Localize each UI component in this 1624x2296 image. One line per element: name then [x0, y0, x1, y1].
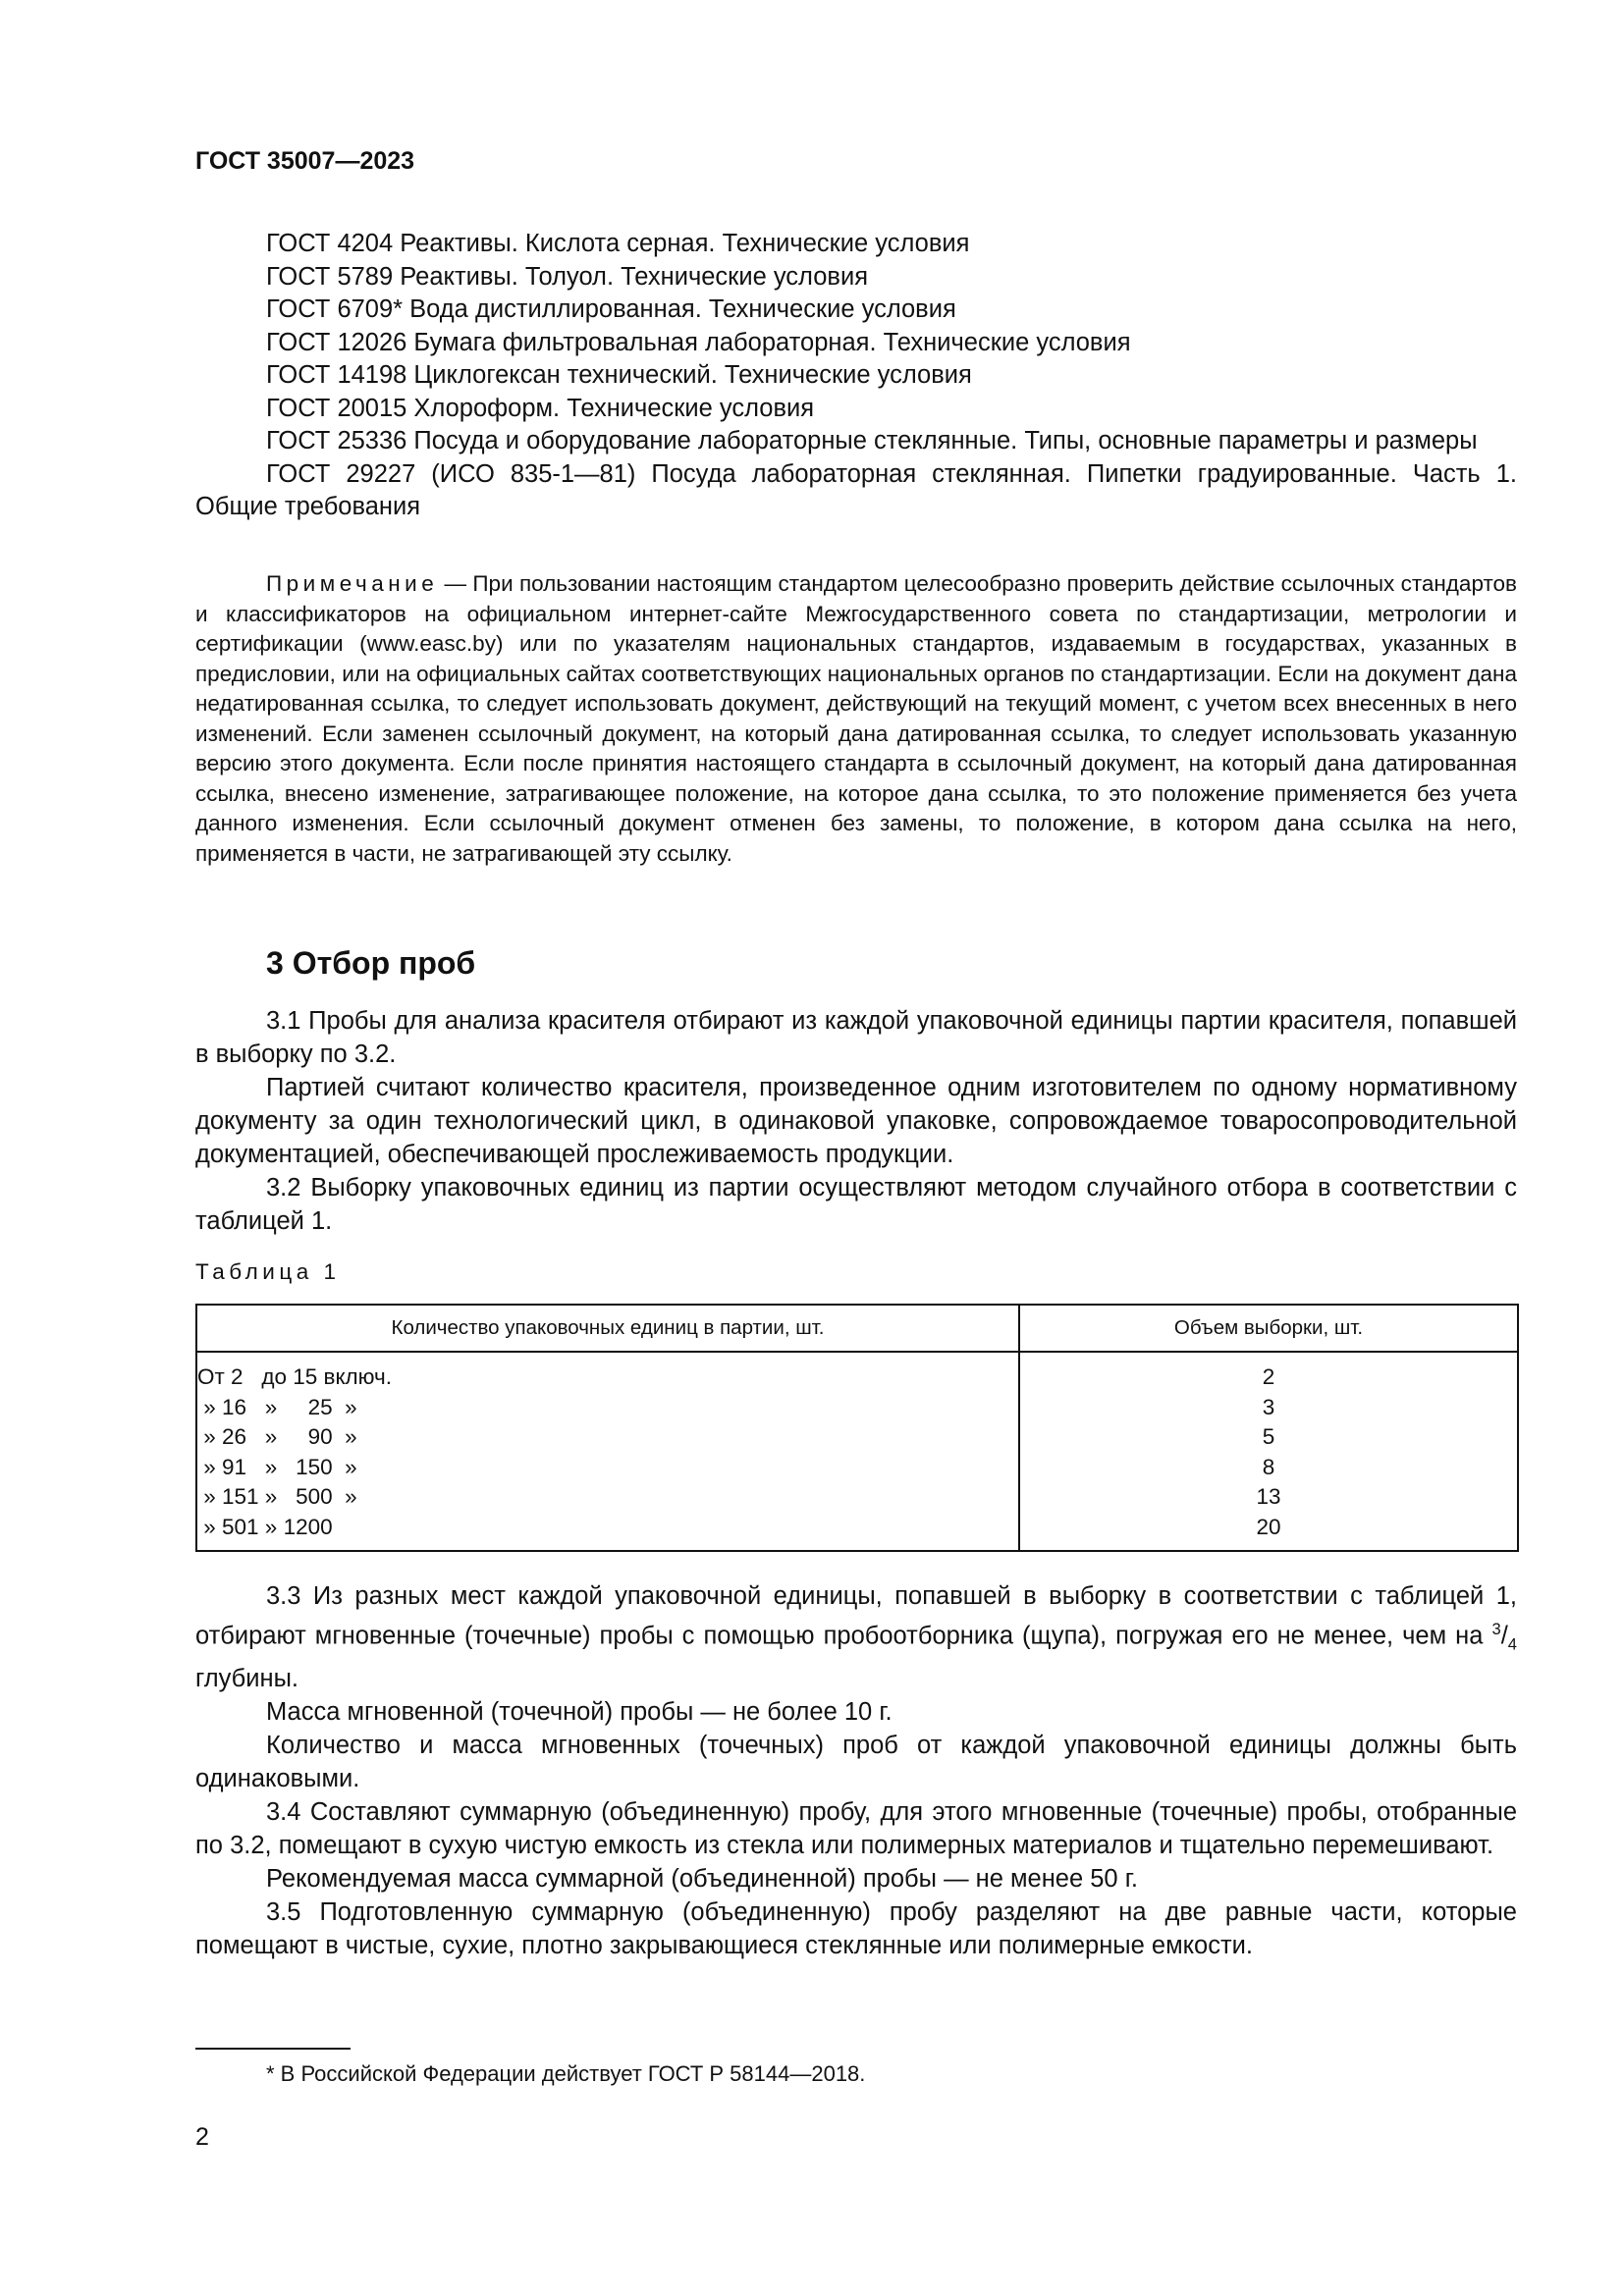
sample-size-value: 13: [1256, 1484, 1281, 1509]
paragraph: 3.1 Пробы для анализа красителя отбирают из каждой упаковочной единицы партии красителя, попавшей в выборку по 3.2.: [195, 1007, 1517, 1068]
reference-item: ГОСТ 5789 Реактивы. Толуол. Технические условия: [266, 262, 868, 291]
fraction-denominator: 4: [1507, 1634, 1517, 1654]
sample-size-cell: [1019, 1352, 1518, 1551]
note-label: Примечание: [266, 571, 439, 596]
reference-item: ГОСТ 12026 Бумага фильтровальная лабораторная. Технические условия: [266, 328, 1131, 356]
paragraph: Количество и масса мгновенных (точечных) проб от каждой упаковочной единицы должны быть одинаковыми.: [195, 1731, 1517, 1792]
paragraph-text: 3.3 Из разных мест каждой упаковочной единицы, попавшей в выборку в соответствии с таблицей 1, отбирают мгновенные (точечные) пробы с помощью пробоотборника (щупа), погружая его не менее, чем на: [195, 1582, 1517, 1650]
paragraph-text: глубины.: [195, 1664, 299, 1692]
reference-item: ГОСТ 4204 Реактивы. Кислота серная. Технические условия: [266, 230, 970, 257]
table-row: [196, 1352, 1518, 1551]
table-header-cell-sample-size: Объем выборки, шт.: [1019, 1305, 1518, 1352]
sample-size-value: 8: [1262, 1454, 1275, 1479]
sample-size-value: 3: [1262, 1394, 1275, 1419]
sample-size-value: 20: [1256, 1514, 1281, 1539]
paragraph: 3.2 Выборку упаковочных единиц из партии осуществляют методом случайного отбора в соответствии с таблицей 1.: [195, 1174, 1517, 1235]
paragraph: Партией считают количество красителя, произведенное одним изготовителем по одному нормативному документу за один технологический цикл, в одинаковой упаковке, сопровождаемое товаросопроводительной документацией, обеспечивающей прослеживаемость продукции.: [195, 1074, 1517, 1168]
lot-range: » 26 » 90 »: [197, 1424, 357, 1449]
sample-size-value: 5: [1262, 1424, 1275, 1449]
note-text: — При пользовании настоящим стандартом целесообразно проверить действие ссылочных стандартов и классификаторов на официальном интернет-сайте Межгосударственного совета по стандартизации, метрологии и сертификации (www.easc.by) или по указателям национальных стандартов, издаваемым в государствах, указанных в предисловии, или на официальных сайтах соответствующих национальных органов по стандартизации. Если на документ дана недатированная ссылка, то следует использовать документ, действующий на текущий момент, с учетом всех внесенных в него изменений. Если заменен ссылочный документ, на который дана датированная ссылка, то следует использовать указанную версию этого документа. Если после принятия настоящего стандарта в ссылочный документ, на который дана датированная ссылка, внесено изменение, затрагивающее положение, на которое дана ссылка, то это положение применяется без учета данного изменения. Если ссылочный документ отменен без замены, то положение, в котором дана ссылка на него, применяется в части, не затрагивающей эту ссылку.: [195, 571, 1517, 866]
sample-size-table: [195, 1304, 1519, 1552]
table-header-row: [196, 1305, 1518, 1352]
page-number: 2: [195, 2123, 209, 2151]
reference-item: ГОСТ 6709* Вода дистиллированная. Технические условия: [266, 295, 956, 323]
lot-range: » 16 » 25 »: [197, 1394, 357, 1419]
fraction-separator: /: [1500, 1622, 1508, 1650]
reference-item: ГОСТ 25336 Посуда и оборудование лабораторные стеклянные. Типы, основные параметры и размеры: [266, 427, 1478, 454]
lot-range: » 151 » 500 »: [197, 1484, 357, 1509]
section-title: 3 Отбор проб: [266, 945, 476, 981]
table-caption: Таблица 1: [195, 1259, 341, 1284]
lot-range: От 2 до 15 включ.: [197, 1364, 393, 1389]
reference-item: ГОСТ 20015 Хлороформ. Технические условия: [266, 394, 815, 422]
standard-header: ГОСТ 35007—2023: [195, 147, 415, 175]
sample-size-value: 2: [1262, 1364, 1275, 1389]
paragraph: Масса мгновенной (точечной) пробы — не более 10 г.: [266, 1697, 893, 1726]
paragraph: Рекомендуемая масса суммарной (объединенной) пробы — не менее 50 г.: [266, 1864, 1138, 1893]
footnote: * В Российской Федерации действует ГОСТ Р 58144—2018.: [266, 2061, 866, 2086]
reference-item: ГОСТ 14198 Циклогексан технический. Технические условия: [266, 361, 972, 389]
lot-range: » 501 » 1200: [197, 1514, 333, 1539]
paragraph-3-3: [195, 1579, 1517, 1695]
lot-range: » 91 » 150 »: [197, 1454, 357, 1479]
paragraph: 3.4 Составляют суммарную (объединенную) пробу, для этого мгновенные (точечные) пробы, отобранные по 3.2, помещают в сухую чистую емкость из стекла или полимерных материалов и тщательно перемешивают.: [195, 1797, 1517, 1859]
paragraph: 3.5 Подготовленную суммарную (объединенную) пробу разделяют на две равные части, которые помещают в чистые, сухие, плотно закрывающиеся стеклянные или полимерные емкости.: [195, 1897, 1517, 1959]
note-block: [195, 569, 1517, 869]
normative-references: [195, 228, 1517, 524]
reference-item: ГОСТ 29227 (ИСО 835-1—81) Посуда лабораторная стеклянная. Пипетки градуированные. Часть 1. Общие требования: [195, 459, 1517, 520]
section-body-bottom: [195, 1579, 1517, 1962]
note-paragraph: [195, 569, 1517, 869]
lot-size-cell: [196, 1352, 1019, 1551]
fraction-numerator: 3: [1491, 1620, 1501, 1638]
table-header-cell-lot-size: Количество упаковочных единиц в партии, шт.: [196, 1305, 1019, 1352]
footnote-separator: [195, 2048, 351, 2050]
section-body-top: [195, 1004, 1517, 1238]
